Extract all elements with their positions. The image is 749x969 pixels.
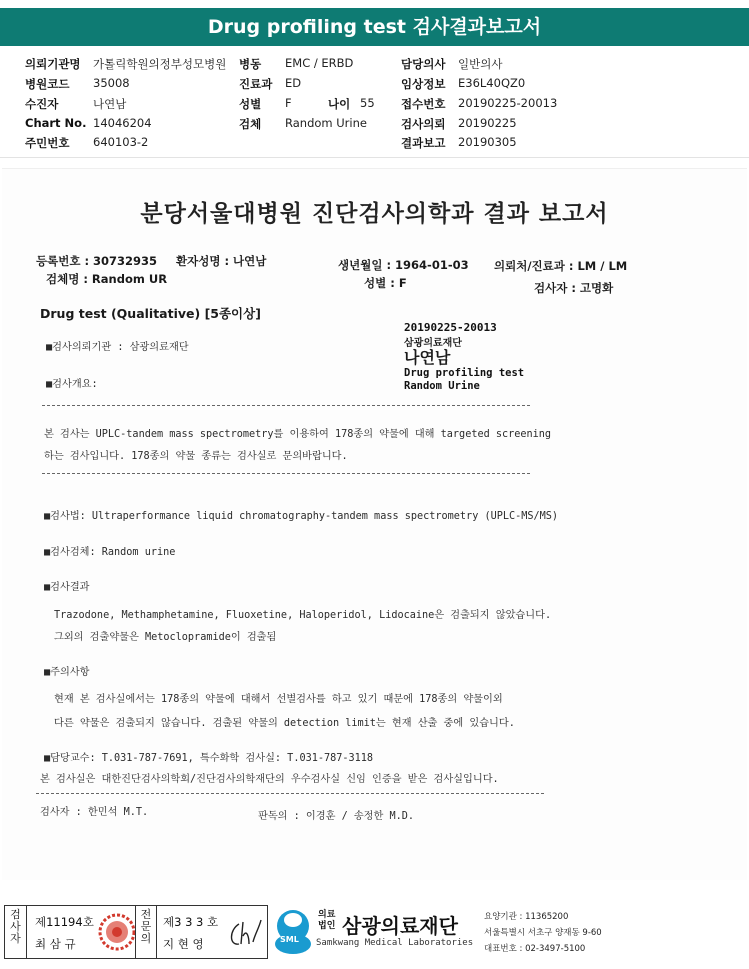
org-block xyxy=(272,904,742,962)
test-name: Drug test (Qualitative) [5종이상] xyxy=(40,306,261,321)
signature-icon xyxy=(225,914,265,952)
specimen-label: 검체 xyxy=(239,117,262,131)
section-overview: ■검사개요: xyxy=(46,379,98,390)
report-footer xyxy=(0,898,749,969)
birth-date: 생년월일 : 1964-01-03 xyxy=(338,258,469,272)
org-prefix: 의료법인 xyxy=(318,910,336,931)
header-info xyxy=(0,52,749,152)
patient-name: 환자성명 : 나연남 xyxy=(176,254,267,268)
report-sex: 성별 : F xyxy=(364,276,407,290)
section-method: ■검사법: Ultraperformance liquid chromatography-tandem mass spectrometry (UPLC-MS/MS) xyxy=(44,511,559,522)
contact-line: ■담당교수: T.031-787-7691, 특수화학 검사실: T.031-787-3118 xyxy=(44,753,374,764)
notes-line-1: 현재 본 검사실에서는 178종의 약물에 대해서 선별검사를 하고 있기 때문에 178종의 약물이외 xyxy=(54,694,503,705)
stamp-specimen: Random Urine xyxy=(404,380,480,392)
specimen-name: 검체명 : Random UR xyxy=(46,272,168,286)
doctor-value: 일반의사 xyxy=(458,57,503,71)
overview-top-rule xyxy=(42,405,530,406)
request-date-label: 검사의뢰 xyxy=(401,117,446,131)
tester-license: 제11194호 xyxy=(35,915,94,929)
receipt-label: 접수번호 xyxy=(401,97,446,111)
age-value: 55 xyxy=(360,96,375,110)
header-divider xyxy=(0,157,749,158)
certification-line: 본 검사실은 대한진단검사의학회/진단검사의학재단의 우수검사실 신임 인증을 받은 검사실입니다. xyxy=(40,774,499,785)
org-name: 삼광의료재단 xyxy=(342,914,458,938)
reader-line: 판독의 : 이경훈 / 송정한 M.D. xyxy=(258,811,415,822)
ward-value: EMC / ERBD xyxy=(285,56,354,70)
signature-box xyxy=(4,905,268,959)
hospital-code-value: 35008 xyxy=(93,76,130,90)
tester-seal-icon xyxy=(97,912,137,952)
stamp-patient: 나연남 xyxy=(404,348,451,367)
age-label: 나이 xyxy=(328,97,351,111)
sex-value: F xyxy=(285,96,292,110)
report-banner xyxy=(0,8,749,46)
clinical-value: E36L40QZ0 xyxy=(458,76,526,90)
section-specimen: ■검사검체: Random urine xyxy=(44,547,176,558)
stamp-test: Drug profiling test xyxy=(404,367,525,379)
result-line-1: Trazodone, Methamphetamine, Fluoxetine, Haloperidol, Lidocaine은 검출되지 않았습니다. xyxy=(54,610,552,621)
specimen-value: Random Urine xyxy=(285,116,367,130)
footer-rule xyxy=(36,793,544,794)
section-result: ■검사결과 xyxy=(44,582,90,593)
tester-line: 검사자 : 한민석 M.T. xyxy=(40,807,149,818)
doctor-label: 담당의사 xyxy=(401,57,446,71)
result-line-2: 그외의 검출약물은 Metoclopramide이 검출됨 xyxy=(54,632,277,643)
logo-text: SML xyxy=(280,935,299,944)
section-institution: ■검사의뢰기관 : 삼광의료재단 xyxy=(46,342,189,353)
report-date-value: 20190305 xyxy=(458,135,517,149)
org-code: 요양기관 : 11365200 xyxy=(484,912,569,922)
patient-label: 수진자 xyxy=(25,97,59,111)
patient-value: 나연남 xyxy=(93,97,127,111)
scanned-report xyxy=(2,168,747,880)
ssn-label: 주민번호 xyxy=(25,136,70,150)
ssn-value: 640103-2 xyxy=(93,135,149,149)
overview-line-2: 하는 검사입니다. 178종의 약물 종류는 검사실로 문의바랍니다. xyxy=(44,451,348,462)
banner-title: Drug profiling test 검사결과보고서 xyxy=(207,16,542,38)
report-examiner: 검사자 : 고명화 xyxy=(534,281,614,295)
stamp-receipt: 20190225-20013 xyxy=(404,321,497,334)
sml-logo-icon xyxy=(272,906,314,956)
specialist-license: 제3 3 3 호 xyxy=(163,915,219,929)
tester-name: 최 삼 규 xyxy=(35,937,76,951)
ward-label: 병동 xyxy=(239,57,262,71)
tester-label: 검 사 자 xyxy=(5,906,27,958)
chart-value: 14046204 xyxy=(93,116,152,130)
sex-label: 성별 xyxy=(239,97,262,111)
chart-label: Chart No. xyxy=(25,116,87,130)
dept-value: ED xyxy=(285,76,302,90)
org-english: Samkwang Medical Laboratories xyxy=(316,938,474,948)
request-date-value: 20190225 xyxy=(458,116,517,130)
specialist-name: 지 현 영 xyxy=(163,937,204,951)
hospital-code-label: 병원코드 xyxy=(25,77,70,91)
report-date-label: 결과보고 xyxy=(401,136,446,150)
dept-label: 진료과 xyxy=(239,77,273,91)
notes-line-2: 다른 약물은 검출되지 않습니다. 검출된 약물의 detection limit는 현재 산출 중에 있습니다. xyxy=(54,718,515,729)
institution-label: 의뢰기관명 xyxy=(25,57,81,71)
org-phone: 대표번호 : 02-3497-5100 xyxy=(484,944,586,954)
stamp-org: 삼광의료재단 xyxy=(404,338,462,349)
report-title: 분당서울대병원 진단검사의학과 결과 보고서 xyxy=(140,201,609,227)
section-notes: ■주의사항 xyxy=(44,667,90,678)
overview-bottom-rule xyxy=(42,473,530,474)
requester: 의뢰처/진료과 : LM / LM xyxy=(494,259,628,273)
specialist-label: 전 문 의 xyxy=(135,906,157,958)
overview-line-1: 본 검사는 UPLC-tandem mass spectrometry를 이용하여 178종의 약물에 대해 targeted screening xyxy=(44,429,552,440)
receipt-value: 20190225-20013 xyxy=(458,96,558,110)
clinical-label: 임상정보 xyxy=(401,77,446,91)
reg-no: 등록번호 : 30732935 xyxy=(36,254,158,268)
org-address: 서울특별시 서초구 양재동 9-60 xyxy=(484,928,602,938)
institution-value: 가톨릭학원의정부성모병원 xyxy=(93,57,227,71)
